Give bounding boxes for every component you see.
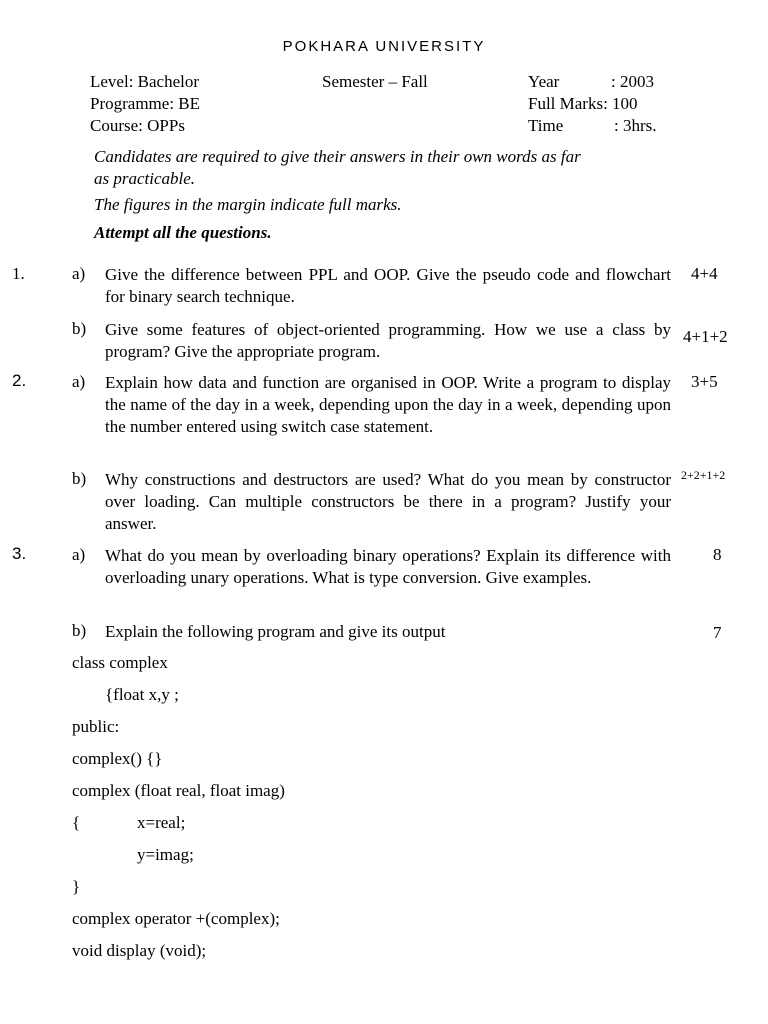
question-marks: 2+2+1+2: [681, 468, 726, 482]
part-label: a): [72, 372, 86, 391]
question-number: 1.: [12, 264, 25, 283]
part-label: a): [72, 545, 86, 564]
code-line: complex() {}: [72, 749, 163, 768]
code-line: complex (float real, float imag): [72, 781, 285, 800]
code-line: }: [72, 877, 81, 896]
attempt-all-text: Attempt all the questions.: [94, 223, 272, 242]
question-text: Why constructions and destructors are used? What do you mean by constructor over loading. Can multiple constructors be there in a program? Justify your answer.: [105, 470, 671, 533]
part-label: a): [72, 264, 86, 283]
question-marks: 8: [713, 545, 722, 564]
instruction-line-2: as practicable.: [94, 169, 196, 188]
programme-text: Programme: BE: [90, 94, 201, 113]
code-line: class complex: [72, 653, 168, 672]
year-value: : 2003: [611, 72, 654, 91]
code-line: public:: [72, 717, 120, 736]
time-value: : 3hrs.: [614, 116, 657, 135]
part-label: b): [72, 621, 87, 640]
question-text: Explain the following program and give its output: [105, 622, 446, 641]
question-marks: 4+4: [691, 264, 718, 283]
question-text: Give some features of object-oriented programming. How we use a class by program? Give the appropriate program.: [105, 320, 671, 361]
code-line: {: [72, 813, 81, 832]
code-line: {float x,y ;: [105, 685, 179, 704]
question-text: What do you mean by overloading binary operations? Explain its difference with overloading unary operations. What is type conversion. Give examples.: [105, 546, 671, 587]
time-label: Time: [528, 116, 564, 135]
instruction-line-1: Candidates are required to give their answers in their own words as far: [94, 147, 581, 166]
question-marks: 7: [713, 623, 722, 642]
full-marks-text: Full Marks: 100: [528, 94, 638, 113]
course-text: Course: OPPs: [90, 116, 185, 135]
code-line: complex operator +(complex);: [72, 909, 280, 928]
level-text: Level: Bachelor: [90, 72, 200, 91]
question-number: 2.: [12, 371, 27, 390]
instruction-line-3: The figures in the margin indicate full marks.: [94, 195, 402, 214]
year-label: Year: [528, 72, 560, 91]
question-text: Explain how data and function are organised in OOP. Write a program to display the name of the day in a week, depending upon the day in a week, depending upon the number entered using switch case statement.: [105, 373, 671, 436]
question-text: Give the difference between PPL and OOP. Give the pseudo code and flowchart for binary search technique.: [105, 265, 671, 306]
question-marks: 3+5: [691, 372, 718, 391]
question-number: 3.: [12, 544, 27, 563]
university-title: POKHARA UNIVERSITY: [282, 38, 486, 55]
question-marks: 4+1+2: [683, 327, 728, 346]
part-label: b): [72, 319, 87, 338]
code-line: void display (void);: [72, 941, 207, 960]
part-label: b): [72, 469, 87, 488]
code-line: y=imag;: [137, 845, 194, 864]
code-line: x=real;: [137, 813, 186, 832]
semester-text: Semester – Fall: [322, 72, 428, 91]
